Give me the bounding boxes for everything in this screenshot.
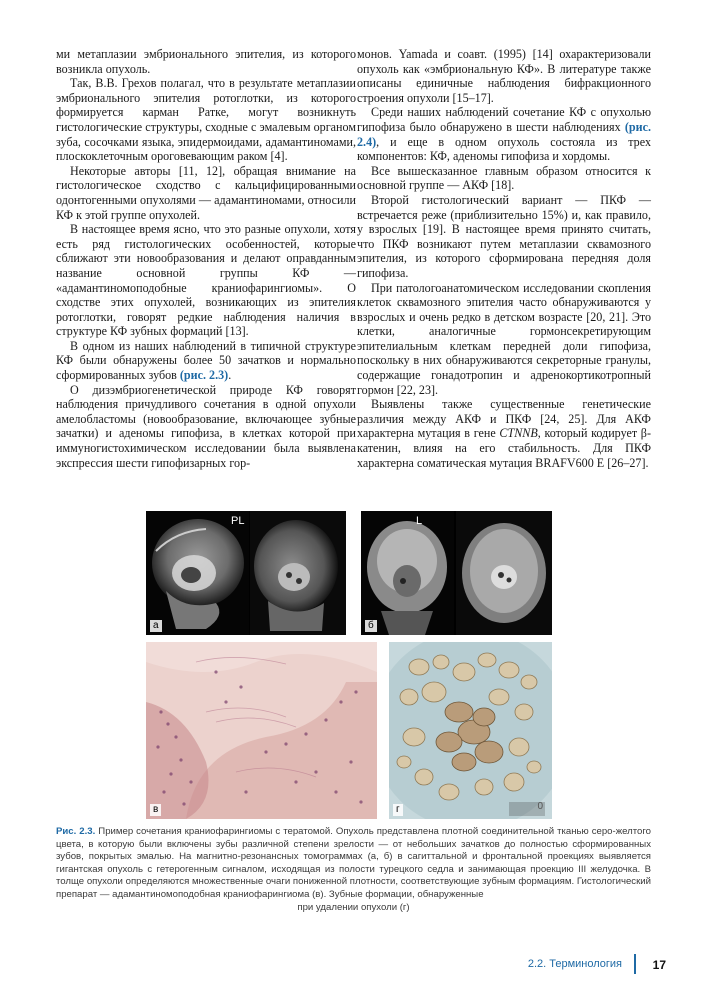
right-column [357,47,651,470]
page-number: 17 [652,958,666,972]
figure-caption [56,826,651,914]
mri-sagittal-image [146,511,346,635]
panel-label-b: б [365,620,377,632]
paragraph: монов. Yamada и соавт. (1995) [14] охарактеризовали опухоль как «эмбриональную КФ». В литературе также описаны единичные наблюдения бифракционного строения опухоли [15–17]. [357,47,651,105]
footer-divider [634,954,636,974]
caption-label: Рис. 2.3. [56,826,96,837]
paragraph [357,397,651,470]
mri-orientation-label: L [416,515,423,527]
paragraph: При патологоанатомическом исследовании скопления клеток сквамозного эпителия часто обнаруживаются у взрослых и очень редко в детском возрасте [20, 21]. Это клетки, аналогичные гормонсекретирующим эпителиальным клеткам передней доли гипофиза, поскольку в них обнаруживаются секреторные гранулы, содержащие гонадотропин и адренокортикотропный гормон [22, 23]. [357,280,651,397]
left-column [56,47,356,470]
histology-image [146,642,377,819]
mri-sagittal-panel [146,511,346,635]
panel-label-v: в [150,804,161,816]
panel-label-a: а [150,620,162,632]
paragraph [357,105,651,163]
histology-panel [146,642,377,819]
paragraph: В одном из наших наблюдений в типичной структуре КФ были обнаружены более 50 зачатков и нормально сформированных зубов (рис. 2.3). [56,338,356,383]
paragraph: Второй гистологический вариант — ПКФ — встречается реже (приблизительно 15%) и, как правило, у взрослых [19]. В настоящее время принято считать, что ПКФ возникают путем метаплазии сквамозного эпителия, из которого сформирована передняя доля гипофиза. [357,192,651,280]
paragraph-text: , который кодирует β-катенин, влияя на его стабильность. Для ПКФ характерна соматическая мутация BRAFV600 E [26–27]. [357,426,651,470]
panel-label-g: г [393,804,403,816]
paragraph-text: Выявлены также существенные генетические различия между АКФ и ПКФ [24, 25]. Для АКФ характерна мутация в гене [357,397,651,441]
photo-scale-mark: 0 [537,801,543,812]
paragraph-text: В одном из наших наблюдений в типичной структуре КФ были обнаружены более 50 зачатков и нормально сформированных зубов [56,338,356,383]
mri-coronal-panel [361,511,552,635]
paragraph: О дизэмбриогенетической природе КФ говорят наблюдения причудливого сочетания в одной опухоли амелобластомы (новообразование, включающее зубные зачатки) и аденомы гипофиза, в клетках которой при иммуногистохимическом исследовании была выявлена экспрессия шести гипофизарных гор- [56,382,356,470]
paragraph: Так, В.В. Грехов полагал, что в результате метаплазии эмбрионального эпителия ротоглотки, из которого формируется карман Ратке, могут возникнуть гистологические структуры, сходные с эмалевым органом зуба, сосочками языка, эпидермоидами, адамантиномами, плоскоклеточным ороговевающим раком [4]. [56,76,356,164]
paragraph: Некоторые авторы [11, 12], обращая внимание на гистологическое сходство с кальцифицированными одонтогенными опухолями — адамантиномами, относили КФ к этой группе опухолей. [56,163,356,222]
teeth-photo-panel [389,642,552,819]
gene-name: CTNNB [499,426,538,441]
teeth-photo-image [389,642,552,819]
section-title: 2.2. Терминология [527,958,622,970]
caption-tail: при удалении опухоли (г) [297,901,410,913]
mri-coronal-image [361,511,552,635]
figure-reference-2-4[interactable]: (рис. 2.4) [357,119,651,149]
figure-reference-2-3[interactable]: (рис. 2.3) [179,368,229,383]
figure-2-3 [146,511,552,819]
paragraph-text: , и еще в одном опухоль состояла из трех компонентов: КФ, аденомы гипофиза и хордомы. [357,134,651,164]
mri-orientation-label: PL [231,515,245,527]
paragraph: ми метаплазии эмбрионального эпителия, из которого возникла опухоль. [56,47,356,76]
caption-text: Пример сочетания краниофарингиомы с тератомой. Опухоль представлена плотной соединительной тканью серо-желтого цвета, в которую были включены зубы различной степени зрелости — от небольших зачатков до полностью сформированных зубов, покрытых эмалью. На магнитно-резонансных томограммах (а, б) в сагиттальной и фронтальной проекциях выявляется гигантская опухоль с гетерогенным сигналом, исходящая из полости турецкого седла и занимающая проекцию III желудочка. В толще опухоли определяются множественные очаги пониженной плотности, соответствующие зубным формациям. Гистологический препарат — адамантиномоподобная краниофарингиома (в). Зубные формации, обнаруженные [56,826,651,900]
paragraph: Все вышесказанное главным образом относится к основной группе — АКФ [18]. [357,163,651,193]
paragraph: В настоящее время ясно, что это разные опухоли, хотя есть ряд гистологических особенностей, которые сближают эти новообразования и делают оправданным название основной группы КФ — «адамантиномоподобные краниофарингиомы». О сходстве этих опухолей, возникающих из эпителия ротоглотки, говорят редкие наблюдения наличия в структуре КФ зубных формаций [13]. [56,222,356,339]
paragraph-text: Среди наших наблюдений сочетание КФ с опухолью гипофиза было обнаружено в шести наблюдениях [357,105,651,134]
